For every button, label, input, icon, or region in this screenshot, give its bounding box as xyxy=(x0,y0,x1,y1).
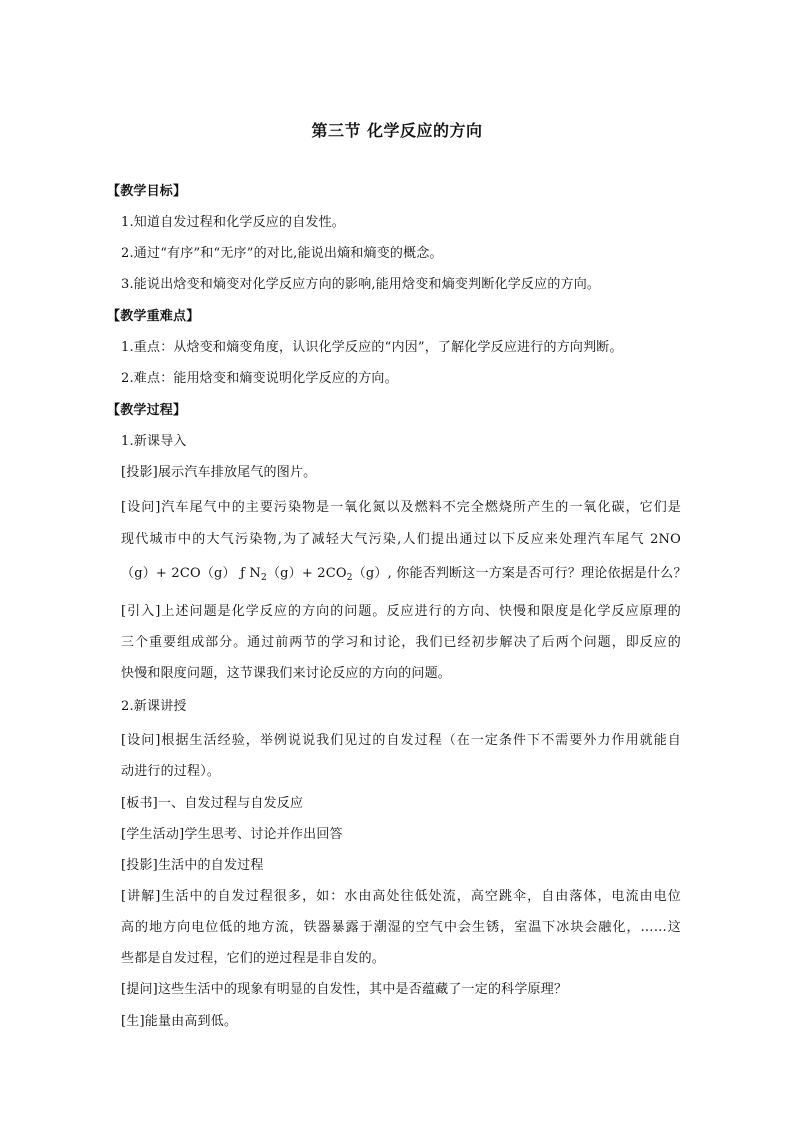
paragraph: [板书]一、自发过程与自发反应 xyxy=(121,796,304,811)
paragraph: [投影]展示汽车排放尾气的图片。 xyxy=(121,465,317,480)
key-point-2: 2.难点：能用焓变和熵变说明化学反应的方向。 xyxy=(121,371,398,386)
paragraph: [提问]这些生活中的现象有明显的自发性，其中是否蕴藏了一定的科学原理？ xyxy=(121,982,568,997)
paragraph: 1.新课导入 xyxy=(121,434,187,449)
paragraph: [设问]汽车尾气中的主要污染物是一氧化氮以及燃料不完全燃烧所产生的一氧化碳，它们是 xyxy=(121,500,681,515)
goal-item-1: 1.知道自发过程和化学反应的自发性。 xyxy=(121,215,346,230)
paragraph: [学生活动]学生思考、讨论并作出回答 xyxy=(121,827,343,842)
paragraph: 些都是自发过程，它们的逆过程是非自发的。 xyxy=(121,951,386,966)
paragraph: [引入]上述问题是化学反应的方向的问题。反应进行的方向、快慢和限度是化学反应原理的 xyxy=(121,604,681,619)
section-heading-goals: 【教学目标】 xyxy=(107,184,187,199)
paragraph: 高的地方向电位低的地方流，铁器暴露于潮湿的空气中会生锈，室温下冰块会融化，……这 xyxy=(121,920,681,935)
key-point-1: 1.重点：从焓变和熵变角度，认识化学反应的“内因”，了解化学反应进行的方向判断。 xyxy=(121,340,623,355)
paragraph: [设问]根据生活经验，举例说说我们见过的自发过程（在一定条件下不需要外力作用就能自 xyxy=(121,733,681,748)
goal-item-2: 2.通过“有序”和“无序”的对比,能说出熵和熵变的概念。 xyxy=(121,246,443,261)
equation-line xyxy=(121,566,687,583)
section-heading-process: 【教学过程】 xyxy=(107,403,187,418)
paragraph: [生]能量由高到低。 xyxy=(121,1014,238,1029)
paragraph: [投影]生活中的自发过程 xyxy=(121,858,264,873)
paragraph: 现代城市中的大气污染物,为了减轻大气污染,人们提出通过以下反应来处理汽车尾气 2NO xyxy=(121,532,681,547)
paragraph: 2.新课讲授 xyxy=(121,699,187,714)
equation-text: （g）+ 2CO xyxy=(266,566,347,581)
paragraph: 动进行的过程）。 xyxy=(121,764,221,779)
paragraph: [讲解]生活中的自发过程很多，如：水由高处往低处流，高空跳伞，自由落体，电流由电位 xyxy=(121,889,681,904)
section-heading-key-points: 【教学重难点】 xyxy=(107,309,200,324)
equation-text: （g）, 你能否判断这一方案是否可行？理论依据是什么？ xyxy=(352,566,687,581)
paragraph: 快慢和限度问题，这节课我们来讨论反应的方向的问题。 xyxy=(121,666,452,681)
subscript: 2 xyxy=(346,573,353,583)
subscript: 2 xyxy=(261,573,267,583)
goal-item-3: 3.能说出焓变和熵变对化学反应方向的影响,能用焓变和熵变判断化学反应的方向。 xyxy=(121,277,601,292)
paragraph: 三个重要组成部分。通过前两节的学习和讨论，我们已经初步解决了后两个问题，即反应的 xyxy=(121,635,681,650)
page-title: 第三节 化学反应的方向 xyxy=(311,121,483,140)
equation-text: （g）+ 2CO（g） ƒ N xyxy=(121,566,261,581)
